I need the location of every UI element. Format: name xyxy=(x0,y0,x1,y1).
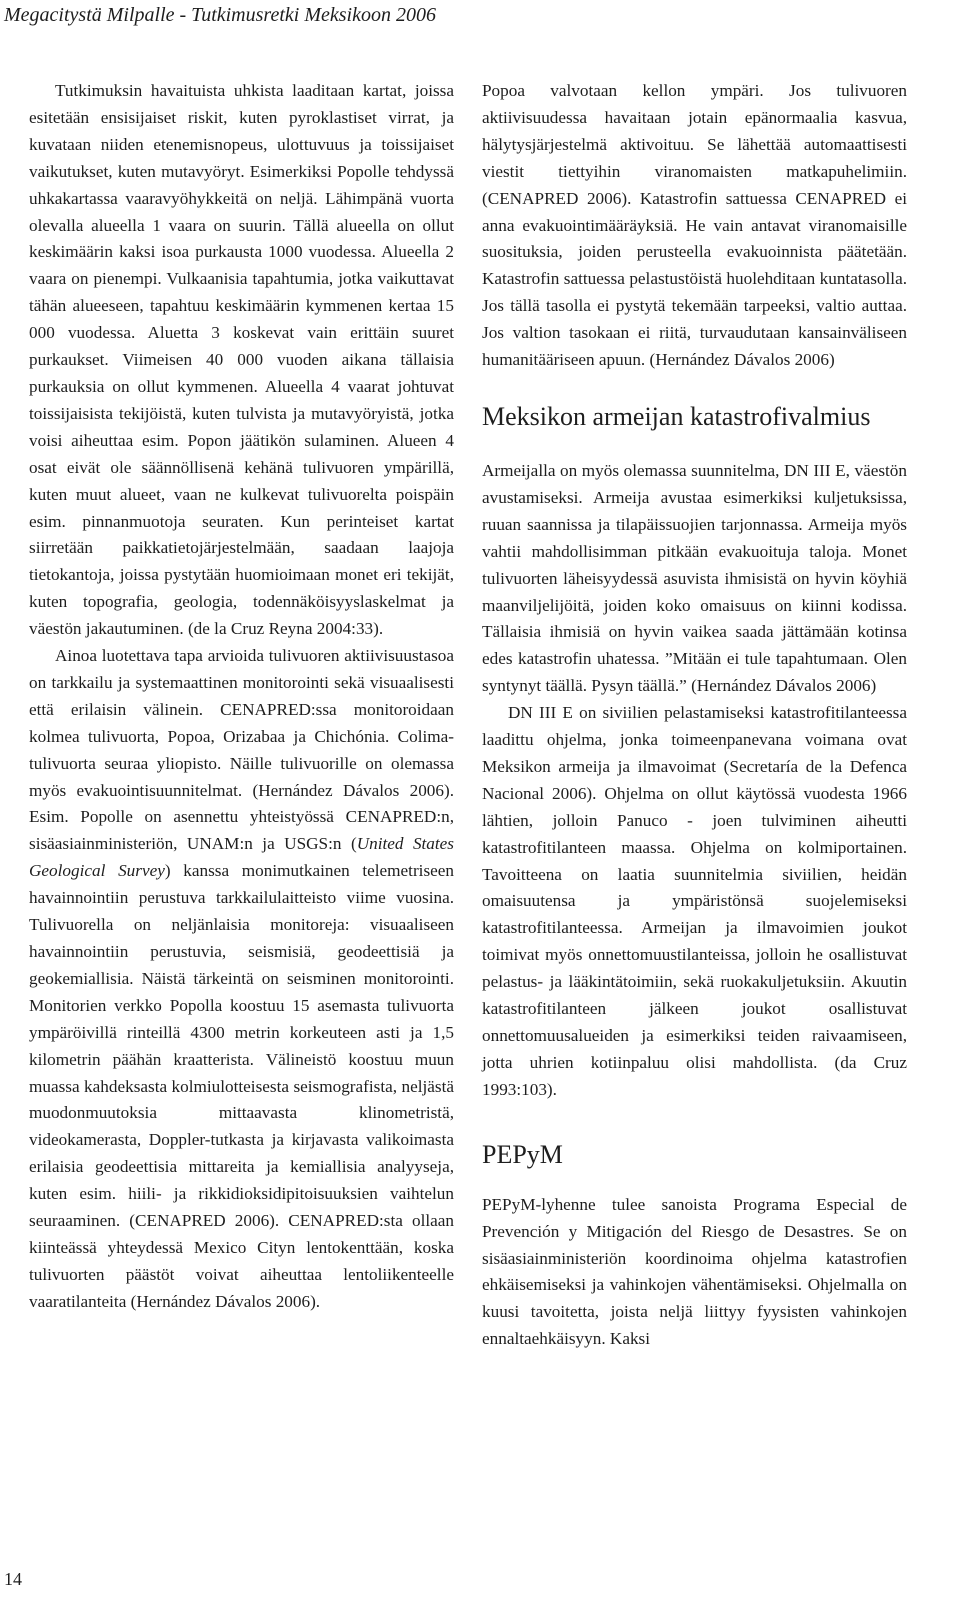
section-heading-army: Meksikon armeijan katastrofivalmius xyxy=(482,401,871,431)
usgs-italic-name: United States Geological Survey xyxy=(29,834,454,881)
right-paragraph-3: DN III E on siviilien pelastamiseksi katastrofitilanteessa laadittu ohjelma, jonka toimeenpanevana voimana ovat Meksikon armeija ja ilmavoimat (Secretaría de la Defenca Nacional 2006). Ohjelma on ollut käytössä vuodesta 1966 lähtien, jolloin Panuco - joen tulviminen aiheutti katastrofitilanteen maassa. Ohjelma on kolmiportainen. Tavoitteena on laatia suunnitelmia siviilien, heidän omaisuutensa ja ympäristönsä suojelemiseksi katastrofitilanteessa. Armeijan ja ilmavoimien joukot toimivat myös onnettomuustilanteissa, jolloin he osallistuvat pelastus- ja lääkintätoimiin, sekä ruokakuljetuksiin. Akuutin katastrofitilanteen jälkeen joukot osallistuvat onnettomuusalueiden ja esimerkiksi teiden raivaamiseen, jotta uhrien kotiinpaluu olisi mahdollista. (da Cruz 1993:103). xyxy=(482,703,907,1099)
right-paragraph-4: PEPyM-lyhenne tulee sanoista Programa Especial de Prevención y Mitigación del Riesgo de Desastres. Se on sisäasiainministeriön koordinoima ohjelma katastrofien ehkäisemiseksi ja vahinkojen vähentämiseksi. Ohjelmalla on kuusi tavoitetta, joista neljä liittyy fyysisten vahinkojen ennaltaehkäisyyn. Kaksi xyxy=(482,1194,907,1349)
right-paragraph-1: Popoa valvotaan kellon ympäri. Jos tulivuoren aktiivisuudessa havaitaan jotain epänormaalia kasvua, hälytysjärjestelmä aktivoituu. Se lähettää automaattisesti viestit tiettyihin viranomaisten matkapuhelimiin. (CENAPRED 2006). Katastrofin sattuessa CENAPRED ei anna evakuointimääräyksiä. He vain antavat viranomaisille suosituksia, joiden perusteella evakuoinnista päätetään. Katastrofin sattuessa pelastustöistä huolehditaan kuntatasolla. Jos tällä tasolla ei pystytä tekemään tarpeeksi, valtio auttaa. Jos valtion tasokaan ei riitä, turvaudutaan kansainväliseen humanitääriseen apuun. (Hernández Dávalos 2006) xyxy=(482,81,907,370)
left-column xyxy=(29,78,454,1316)
right-column xyxy=(482,78,907,1353)
right-paragraph-2: Armeijalla on myös olemassa suunnitelma, DN III E, väestön avustamiseksi. Armeija avustaa esimerkiksi kuljetuksissa, ruuan saannissa ja tilapäissuojien tarjonnassa. Armeija myös vahtii mahdollisimman pitkään evakuoituja taloja. Monet tulivuorten läheisyydessä asuvista ihmisistä on hyvin köyhiä maanviljelijöitä, joiden koko omaisuus on kiinni kodissa. Tällaisia ihmisiä on hyvin vaikea saada jättämään kotinsa edes katastrofin uhatessa. ”Mitään ei tule tapahtumaan. Olen syntynyt täällä. Pysyn täällä.” (Hernández Dávalos 2006) xyxy=(482,460,907,696)
left-paragraph-1: Tutkimuksin havaituista uhkista laaditaan kartat, joissa esitetään ensisijaiset riskit, kuten pyroklastiset virrat, ja kuvataan niiden etenemisnopeus, ulottuvuus ja toissijaiset vaikutukset, kuten mutavyöryt. Esimerkiksi Popolle tehdyssä uhkakartassa vaaravyöhykkeitä on neljä. Lähimpänä vuorta olevalla alueella 1 vaara on suurin. Tällä alueella on ollut keskimäärin kaksi isoa purkausta 1000 vuodessa. Alueella 2 vaara on pienempi. Vulkaanisia tapahtumia, jotka vaikuttavat tähän alueeseen, tapahtuu keskimäärin kymmenen kertaa 15 000 vuodessa. Aluetta 3 koskevat vain erittäin suuret purkaukset. Viimeisen 40 000 vuoden aikana tällaisia purkauksia on ollut kymmenen. Alueella 4 vaarat johtuvat toissijaisista tekijöistä, kuten tulvista ja mutavyöryistä, jotka voisi aiheuttaa esim. Popon jäätikön sulaminen. Alueen 4 osat eivät ole säännöllisenä kehänä tulivuoren ympärillä, kuten muut alueet, vaan ne kulkevat tulivuorelta poispäin esim. pinnanmuotoja seuraten. Kun perinteiset kartat siirretään paikkatietojärjestelmään, saadaan laajoja tietokantoja, joissa pystytään huomioimaan monet eri tekijät, kuten topografia, geologia, todennäköisyyslaskelmat ja väestön jakautuminen. (de la Cruz Reyna 2004:33). xyxy=(29,81,454,639)
left-paragraph-2 xyxy=(29,643,454,1316)
section-heading-pepym: PEPyM xyxy=(482,1139,563,1169)
running-header: Megacitystä Milpalle - Tutkimusretki Meksikoon 2006 xyxy=(4,4,436,26)
left-paragraph-2-text-a: Ainoa luotettava tapa arvioida tulivuoren aktiivisuustasoa on tarkkailu ja systemaattinen monitorointi sekä visuaalisesti että erilaisin välinein. CENAPRED:ssa monitoroidaan kolmea tulivuorta, Popoa, Orizabaa ja Chichónia. Colima-tulivuorta seuraa yliopisto. Näille tulivuorille on olemassa myös evakuointisuunnitelmat. (Hernández Dávalos 2006). Esim. Popolle on asennettu yhteistyössä CENAPRED:n, sisäasiainministeriön, UNAM:n ja USGS:n ( xyxy=(29,646,454,854)
page-number: 14 xyxy=(4,1569,22,1589)
left-paragraph-2-text-b: ) kanssa monimutkainen telemetriseen havainnointiin perustuva tarkkailulaitteisto viime vuosina. Tulivuorella on neljänlaisia monitoreja: visuaaliseen havainnointiin perustuvia, seismisiä, geodeettisiä ja geokemiallisia. Näistä tärkeintä on seisminen monitorointi. Monitorien verkko Popolla koostuu 15 asemasta tulivuorta ympäröivillä rinteillä 4300 metrin korkeuteen asti ja 1,5 kilometrin päähän kraatterista. Välineistö koostuu muun muassa kahdeksasta kolmiulotteisesta seismografista, neljästä muodonmuutoksia mittaavasta klinometristä, videokamerasta, Doppler-tutkasta ja kirjavasta valikoimasta erilaisia geodeettisia mittareita ja kemiallisia analyyseja, kuten esim. hiili- ja rikkidioksidipitoisuuksien vaihtelun seuraaminen. (CENAPRED 2006). CENAPRED:sta ollaan kiinteässä yhteydessä Mexico Cityn lentokenttään, koska tulivuorten päästöt voivat aiheuttaa lentoliikenteelle vaaratilanteita (Hernández Dávalos 2006). xyxy=(29,861,454,1311)
